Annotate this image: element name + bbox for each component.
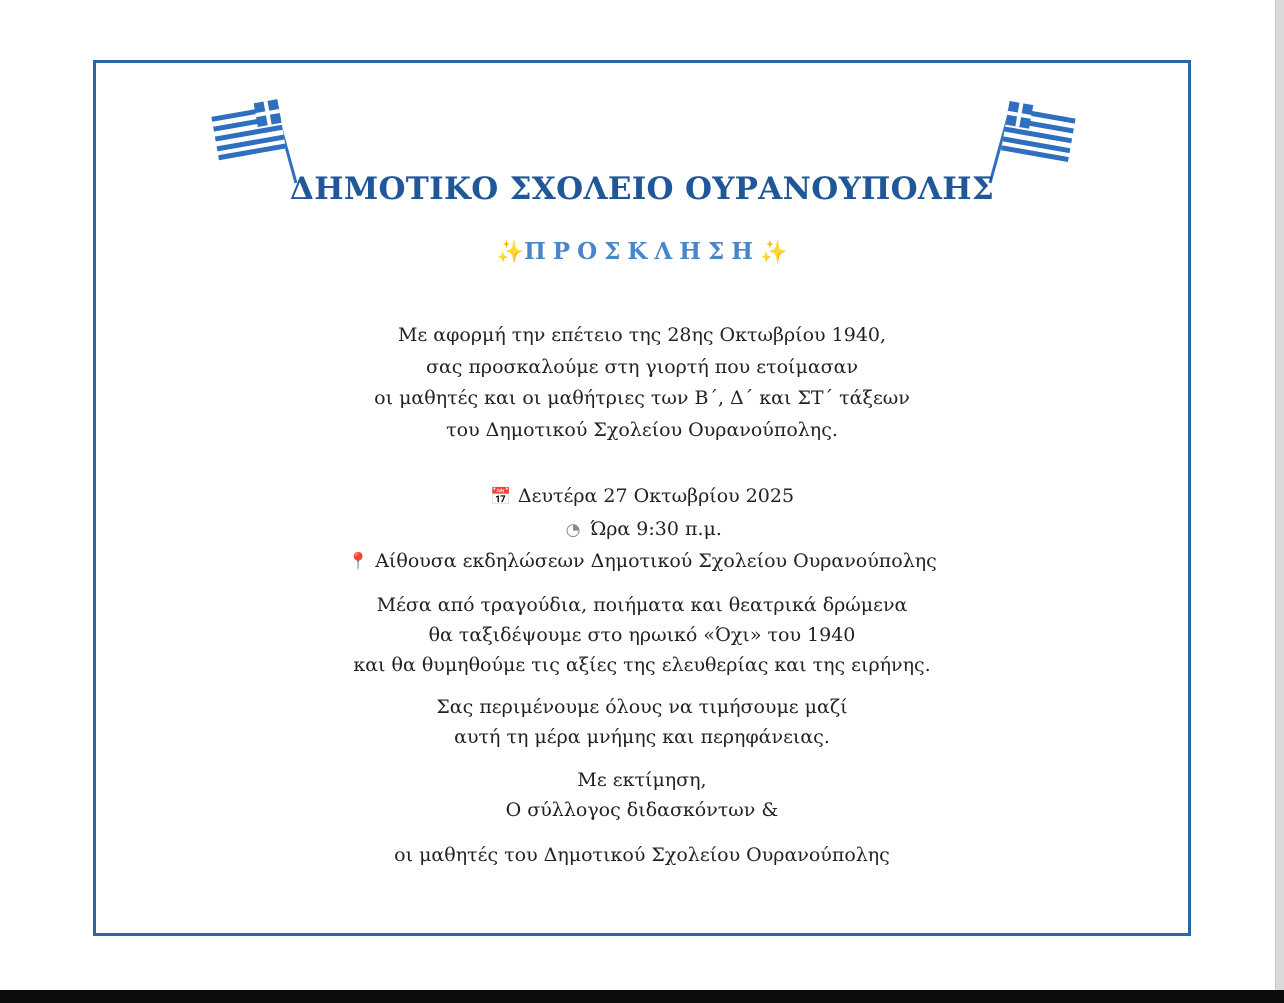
calendar-icon: 📅	[490, 487, 512, 507]
signature-line: Με εκτίμηση,	[577, 769, 707, 791]
event-date-text: Δευτέρα 27 Οκτωβρίου 2025	[517, 485, 795, 507]
signature-students	[96, 840, 1188, 872]
description-line: θα ταξιδέψουμε στο ηρωικό «Όχι» του 1940	[428, 624, 856, 646]
invitation-card	[93, 60, 1191, 936]
invite-line: Σας περιμένουμε όλους να τιμήσουμε μαζί	[436, 696, 848, 718]
description-line: και θα θυμηθούμε τις αξίες της ελευθερίας και της ειρήνης.	[353, 654, 931, 676]
bottom-bar	[0, 990, 1284, 1003]
intro-line: οι μαθητές και οι μαθήτριες των Β΄, Δ΄ και ΣΤ΄ τάξεων	[374, 387, 910, 409]
school-title: ΔΗΜΟΤΙΚΟ ΣΧΟΛΕΙΟ ΟΥΡΑΝΟΥΠΟΛΗΣ	[289, 171, 995, 207]
event-details	[96, 481, 1188, 579]
invite-line: αυτή τη μέρα μνήμης και περηφάνειας.	[454, 726, 830, 748]
pin-icon: 📍	[347, 552, 369, 572]
sparkle-left-icon: ✨	[496, 239, 525, 265]
intro-line: Με αφορμή την επέτειο της 28ης Οκτωβρίου 1940,	[397, 324, 887, 346]
signature-line: Ο σύλλογος διδασκόντων &	[505, 799, 779, 821]
description-paragraph	[96, 590, 1188, 680]
event-date	[96, 481, 1188, 514]
signature-block	[96, 765, 1188, 825]
event-time	[96, 514, 1188, 547]
scrollbar-edge[interactable]	[1275, 0, 1284, 990]
invitation-heading	[96, 238, 1188, 265]
invitation-heading-text: ΠΡΟΣΚΛΗΣΗ	[524, 238, 760, 265]
intro-line: του Δημοτικού Σχολείου Ουρανούπολης.	[446, 418, 838, 441]
intro-paragraph	[96, 320, 1188, 446]
clock-icon: ◔	[565, 519, 581, 540]
students-line: οι μαθητές του Δημοτικού Σχολείου Ουρανούπολης	[394, 844, 890, 866]
intro-line: σας προσκαλούμε στη γιορτή που ετοίμασαν	[425, 355, 859, 378]
invite-paragraph	[96, 692, 1188, 752]
event-place	[96, 546, 1188, 579]
sparkle-right-icon: ✨	[759, 239, 788, 265]
event-place-text: Αίθουσα εκδηλώσεων Δημοτικού Σχολείου Ουρανούπολης	[375, 550, 937, 572]
description-line: Μέσα από τραγούδια, ποιήματα και θεατρικά δρώμενα	[376, 594, 908, 616]
event-time-text: Ώρα 9:30 π.μ.	[590, 517, 722, 540]
